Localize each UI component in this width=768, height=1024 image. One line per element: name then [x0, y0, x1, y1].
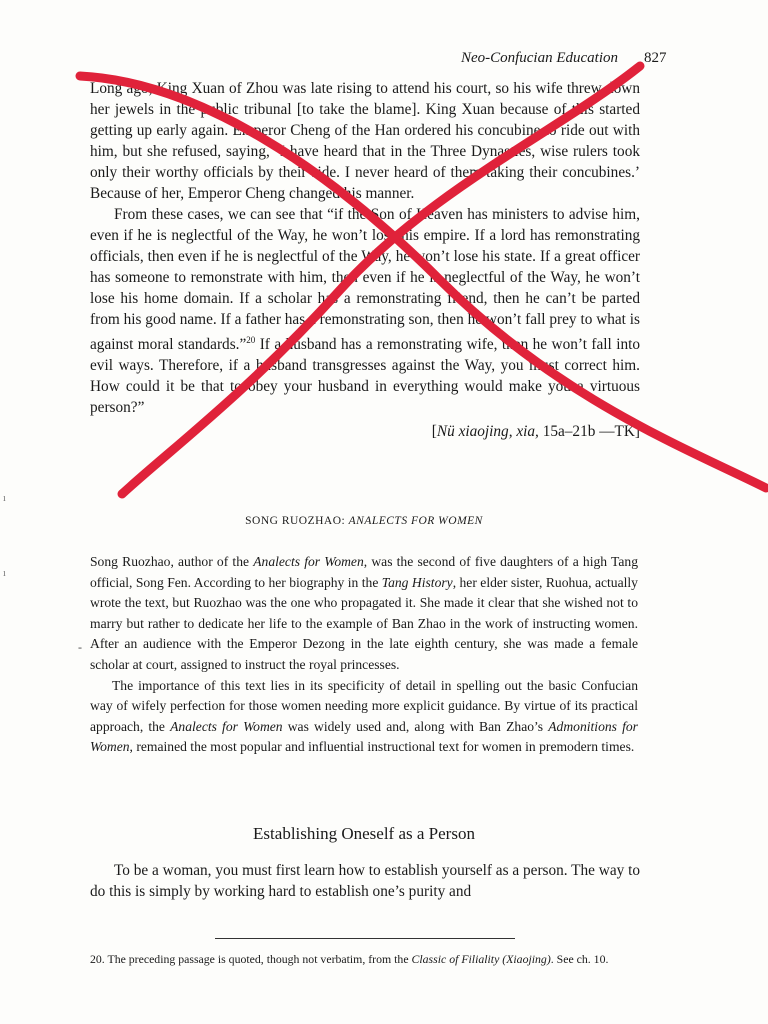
- work-title: Tang History: [381, 574, 453, 590]
- section-heading: [90, 515, 638, 527]
- citation-source: Nü xiaojing, xia,: [436, 423, 539, 441]
- margin-speck: -: [78, 640, 82, 654]
- section-author: SONG RUOZHAO:: [245, 515, 346, 527]
- footnote-text: 20. The preceding passage is quoted, though not verbatim, from the: [90, 952, 412, 966]
- intro-text: was widely used and, along with Ban Zhao’s: [282, 718, 549, 734]
- margin-speck: ı: [3, 568, 6, 579]
- intro-text: The importance of this text lies in its specificity of detail in spelling out the basic Confucian way of wifely perfection for those women needing more explicit guidance. By virtue of its practical approach, the: [90, 677, 638, 734]
- citation-rest: 15a–21b —TK]: [538, 423, 640, 441]
- citation-bracket: [: [431, 423, 437, 441]
- passage-paragraph-2-part-b: If a husband has a remonstrating wife, then he won’t fall into evil ways. Therefore, if a husband transgresses against the Way, you must correct him. How could it be that to obey your husband in everything would make you a virtuous person?”: [90, 336, 640, 417]
- passage-paragraph-2: [90, 204, 640, 418]
- quoted-passage: [90, 78, 640, 442]
- margin-speck: ı: [3, 493, 6, 504]
- intro-text: , was the second of five daughters of a high Tang official, Song Fen. According to her biography in the: [90, 554, 638, 590]
- footnote-work-title: Classic of Filiality (Xiaojing): [411, 952, 551, 966]
- intro-text: , her elder sister, Ruohua, actually wrote the text, but Ruozhao was the one who propagated it. She made it clear that she wished not to marry but rather to dedicate her life to the example of Ban Zhao in the work of instructing women. After an audience with the Emperor Dezong in the late eighth century, she was made a female scholar at court, assigned to instruct the royal princesses.: [90, 574, 638, 672]
- section-work-title: ANALECTS FOR WOMEN: [348, 515, 483, 527]
- intro-paragraph-2: [90, 676, 638, 758]
- work-title: Admonitions for Women: [90, 718, 638, 755]
- footnote-reference: 20: [246, 335, 256, 345]
- passage-paragraph-1: Long ago, King Xuan of Zhou was late rising to attend his court, so his wife threw down her jewels in the public tribunal [to take the blame]. King Xuan because of this started getting up early again. Emperor Cheng of the Han ordered his concubine to ride out with him, but she refused, saying, ‘I have heard that in the Three Dynasties, wise rulers took only their worthy officials by their side. I never heard of them taking their concubines.’ Because of her, Emperor Cheng changed his manner.: [90, 80, 640, 202]
- citation: [90, 421, 640, 442]
- chapter-paragraph: To be a woman, you must first learn how to establish yourself as a person. The way to do this is simply by working hard to establish one’s purity and: [90, 862, 640, 900]
- intro-text: , remained the most popular and influential instructional text for women in premodern times.: [129, 739, 635, 755]
- introduction: [90, 552, 638, 758]
- page-number: 827: [644, 50, 667, 66]
- running-head-title: Neo-Confucian Education: [460, 50, 618, 66]
- work-title: Analects for Women: [170, 718, 283, 734]
- footnote-text: . See ch. 10.: [550, 952, 609, 966]
- intro-text: Song Ruozhao, author of the: [90, 554, 254, 569]
- running-head: [461, 50, 640, 67]
- chapter-heading: Establishing Oneself as a Person: [253, 824, 475, 843]
- passage-paragraph-2-part-a: From these cases, we can see that “if the Son of Heaven has ministers to advise him, even if he is neglectful of the Way, he won’t lose his empire. If a lord has remonstrating officials, then even if he is neglectful of the Way, he won’t lose his state. If a great officer has someone to remonstrate with him, then even if he is neglectful of the Way, he won’t lose his home domain. If a scholar has a remonstrating friend, then he can’t be parted from his good name. If a father has a remonstrating son, then he won’t fall prey to what is against moral standards.”: [90, 206, 640, 354]
- footnote: [90, 950, 638, 969]
- footnote-divider: [215, 938, 515, 939]
- work-title: Analects for Women: [253, 554, 364, 569]
- intro-paragraph-1: [90, 552, 638, 676]
